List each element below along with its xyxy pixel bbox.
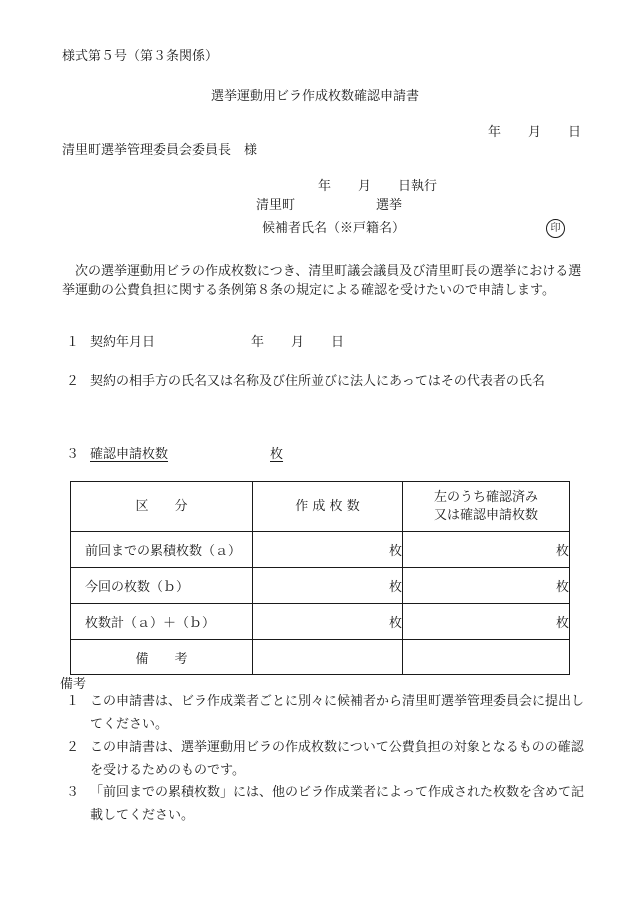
contract-year: 年 — [251, 335, 265, 350]
table-row — [71, 532, 570, 568]
contract-month: 月 — [291, 335, 305, 350]
note-number: １ — [66, 694, 80, 709]
produced-count-cell[interactable]: 枚 — [253, 604, 403, 640]
remarks-cell[interactable] — [403, 640, 570, 675]
item-number: ３ — [66, 447, 80, 462]
election-name: 選挙 — [376, 198, 403, 213]
note-item — [66, 781, 586, 827]
header-category: 区 分 — [71, 482, 253, 532]
header-confirmed-line2: 又は確認申請枚数 — [433, 507, 538, 523]
election-date-day: 日執行 — [398, 179, 438, 194]
election-town: 清里町 — [256, 198, 296, 213]
item-label: 確認申請枚数 — [90, 447, 169, 462]
item-3 — [66, 446, 283, 464]
table-header-row — [71, 482, 570, 532]
notes-heading: 備考 — [60, 677, 87, 692]
document-title: 選挙運動用ビラ作成枚数確認申請書 — [211, 89, 420, 104]
count-unit: 枚 — [270, 447, 284, 462]
note-text: この申請書は、選挙運動用ビラの作成枚数について公費負担の対象となるものの確認を受けるためのものです。 — [90, 740, 584, 778]
date-day: 日 — [568, 125, 582, 140]
note-text: この申請書は、ビラ作成業者ごとに別々に候補者から清里町選挙管理委員会に提出してください。 — [90, 694, 585, 732]
requested-count-field — [90, 447, 283, 462]
candidate-name-label: 候補者氏名（※戸籍名） — [262, 221, 406, 236]
table-row — [71, 604, 570, 640]
table-row — [71, 568, 570, 604]
note-item — [66, 690, 586, 736]
election-date-month: 月 — [358, 179, 372, 194]
row-label: 今回の枚数（ｂ） — [71, 568, 253, 604]
row-label: 前回までの累積枚数（ａ） — [71, 532, 253, 568]
remarks-cell[interactable] — [253, 640, 403, 675]
item-label: 契約の相手方の氏名又は名称及び住所並びに法人にあってはその代表者の氏名 — [90, 374, 545, 389]
header-confirmed-count — [403, 482, 570, 532]
confirmed-count-cell[interactable]: 枚 — [403, 604, 570, 640]
header-produced-count: 作 成 枚 数 — [253, 482, 403, 532]
item-1 — [66, 334, 155, 352]
note-item — [66, 736, 586, 782]
form-number: 様式第５号（第３条関係） — [62, 49, 219, 64]
produced-count-cell[interactable]: 枚 — [253, 532, 403, 568]
seal-mark: 印 — [546, 219, 565, 238]
item-label: 契約年月日 — [90, 335, 156, 350]
note-number: ３ — [66, 785, 80, 800]
note-text: 「前回までの累積枚数」には、他のビラ作成業者によって作成された枚数を含めて記載してください。 — [90, 785, 585, 823]
remarks-row — [71, 640, 570, 675]
item-number: １ — [66, 335, 80, 350]
addressee: 清里町選挙管理委員会委員長 様 — [62, 143, 258, 158]
contract-day: 日 — [331, 335, 345, 350]
header-confirmed-line1: 左のうち確認済み — [433, 489, 538, 505]
row-label: 枚数計（ａ）＋（ｂ） — [71, 604, 253, 640]
produced-count-cell[interactable]: 枚 — [253, 568, 403, 604]
confirmed-count-cell[interactable]: 枚 — [403, 532, 570, 568]
election-date-year: 年 — [318, 179, 332, 194]
date-month: 月 — [528, 125, 542, 140]
confirmed-count-cell[interactable]: 枚 — [403, 568, 570, 604]
item-number: ２ — [66, 374, 80, 389]
item-2 — [66, 373, 545, 391]
note-number: ２ — [66, 740, 80, 755]
date-year: 年 — [488, 125, 502, 140]
request-body: 次の選挙運動用ビラの作成枚数につき、清里町議会議員及び清里町長の選挙における選挙運動の公費負担に関する条例第８条の規定による確認を受けたいので申請します。 — [62, 264, 582, 298]
count-table — [70, 481, 570, 675]
remarks-label: 備 考 — [71, 640, 253, 675]
